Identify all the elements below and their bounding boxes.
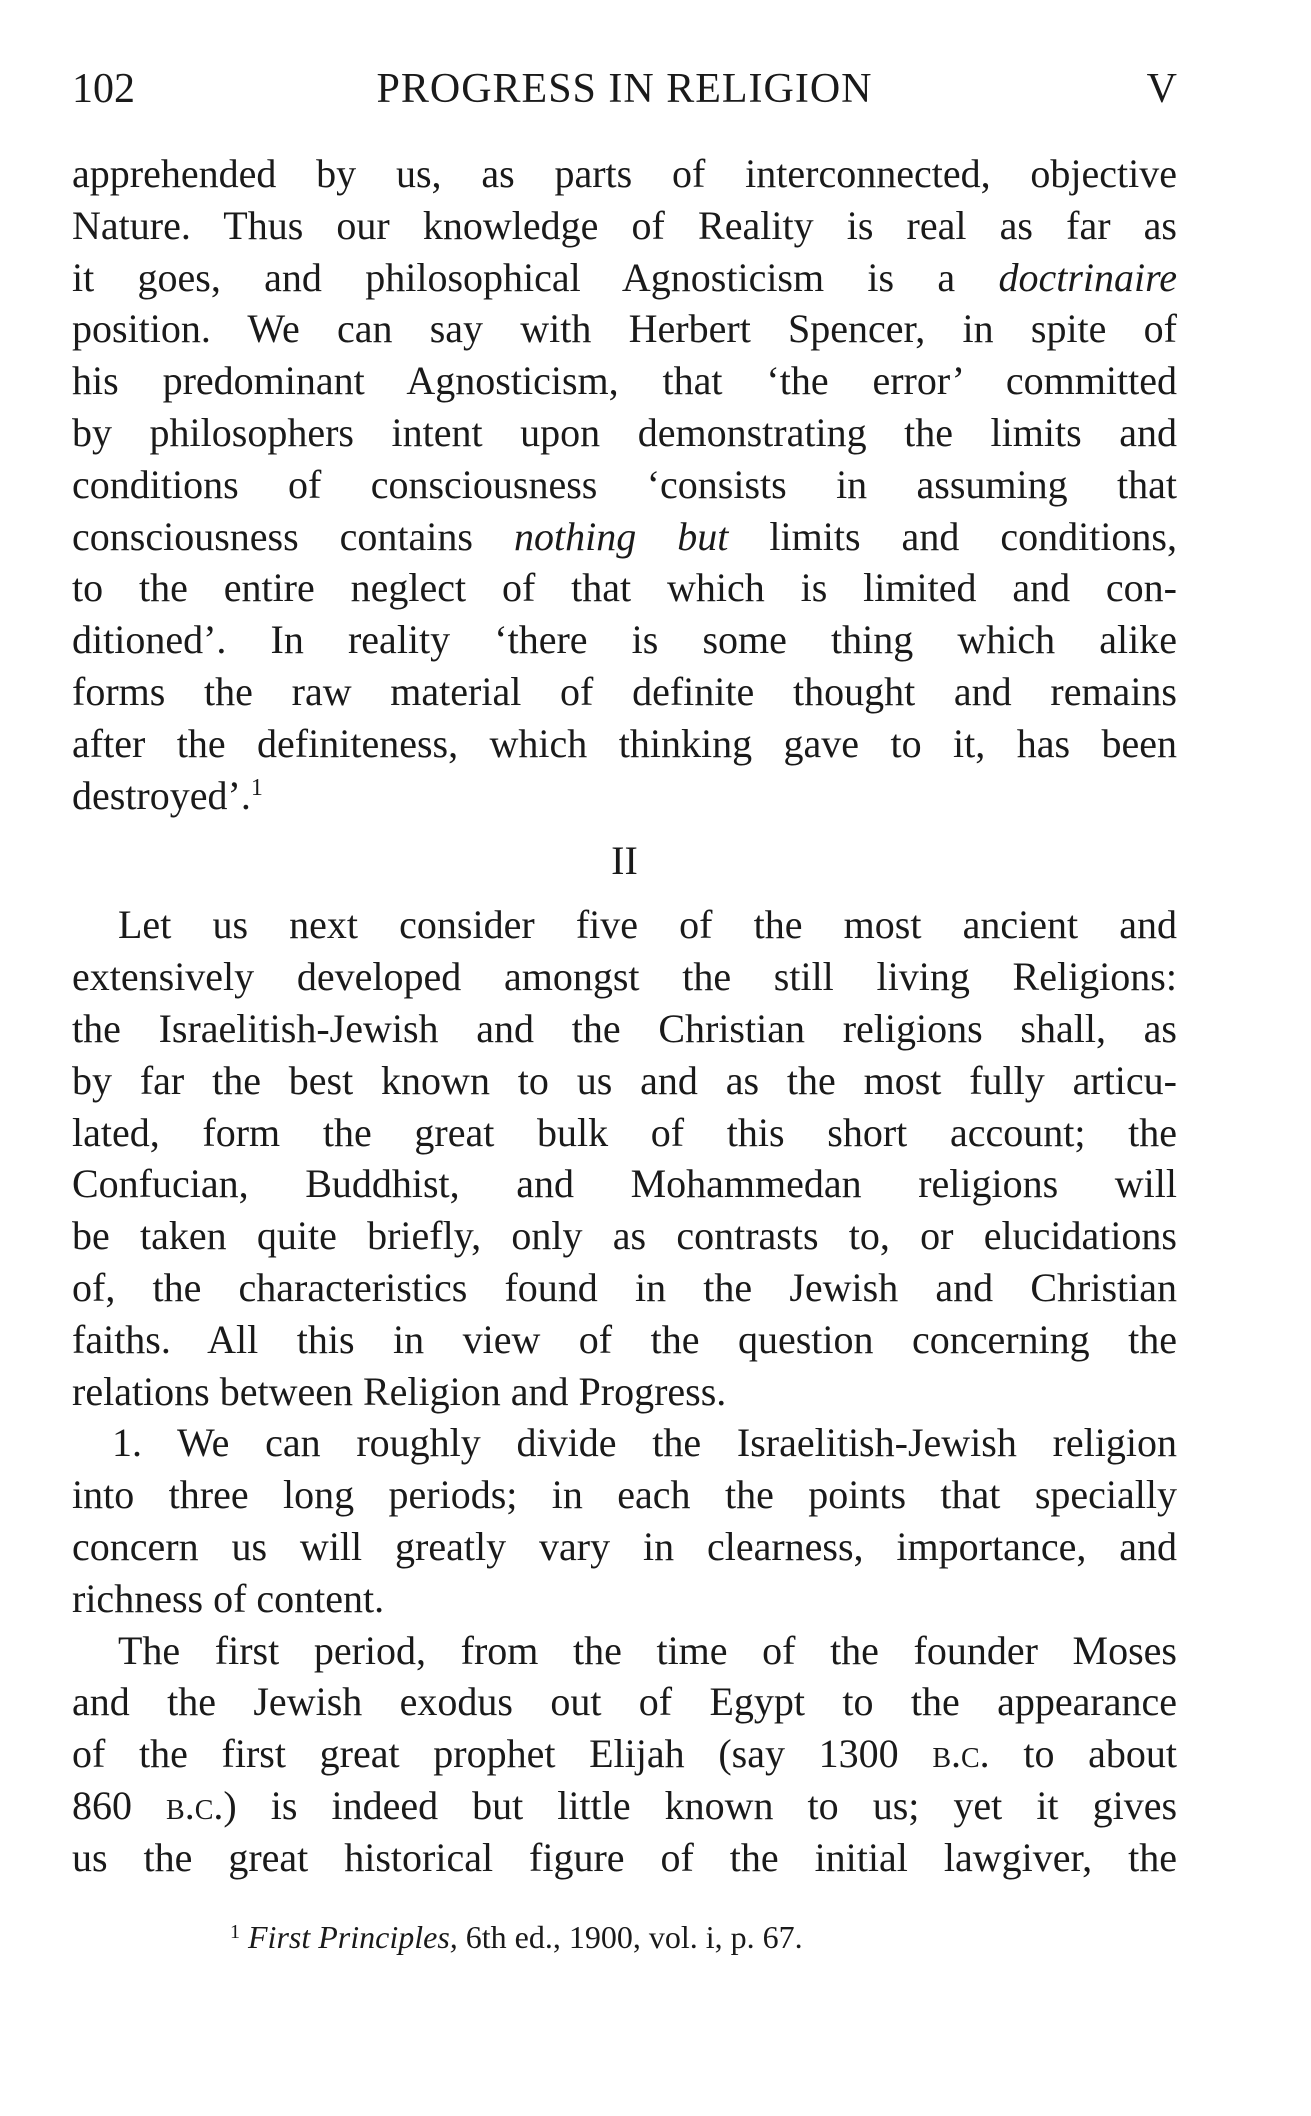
text-line: concern us will greatly vary in clearness, importance, and [72, 1523, 1177, 1569]
text-line: us the great historical figure of the initial lawgiver, the [72, 1834, 1177, 1880]
text-line: forms the raw material of definite thought and remains [72, 668, 1177, 714]
text-line: it goes, and philosophical Agnosticism is a doctrinaire [72, 254, 1177, 300]
text-line: Let us next consider five of the most ancient and [118, 902, 1177, 948]
text-line: Confucian, Buddhist, and Mohammedan religions will [72, 1161, 1177, 1207]
paragraph-spencer [72, 148, 1177, 821]
text-line: Nature. Thus our knowledge of Reality is real as far as [72, 202, 1177, 248]
text-line: lated, form the great bulk of this short account; the [72, 1109, 1177, 1155]
text-line: to the entire neglect of that which is limited and con- [72, 565, 1177, 611]
text-line: ditioned’. In reality ‘there is some thing which alike [72, 617, 1177, 663]
footnote-marker: 1 [250, 774, 263, 801]
text-line: consciousness contains nothing but limits and conditions, [72, 513, 1178, 559]
page-body [72, 148, 1177, 1884]
text-line: the Israelitish-Jewish and the Christian religions shall, as [72, 1005, 1177, 1051]
italic-nothing-but: nothing but [514, 513, 729, 559]
paragraph-first-period [72, 1625, 1177, 1884]
text-line: be taken quite briefly, only as contrasts to, or elucidations [72, 1213, 1177, 1259]
page-number: 102 [72, 66, 135, 112]
italic-doctrinaire: doctrinaire [998, 254, 1177, 300]
text-line: faiths. All this in view of the question concerning the [72, 1316, 1177, 1362]
text-line: relations between Religion and Progress. [72, 1368, 727, 1414]
paragraph-three-periods [72, 1417, 1177, 1624]
running-title: PROGRESS IN RELIGION [376, 66, 873, 112]
text-line: extensively developed amongst the still living Religions: [72, 954, 1177, 1000]
text-line: The first period, from the time of the founder Moses [118, 1627, 1177, 1673]
text-line: after the definiteness, which thinking gave to it, has been [72, 720, 1177, 766]
footnote-title: First Principles, [248, 1919, 458, 1955]
footnote-citation: 6th ed., 1900, vol. i, p. 67. [457, 1919, 803, 1955]
text-line: apprehended by us, as parts of interconnected, objective [72, 151, 1177, 196]
text-line: of, the characteristics found in the Jewish and Christian [72, 1264, 1177, 1310]
chapter-number: V [1146, 66, 1177, 112]
text-line: 860 b.c.) is indeed but little known to us; yet it gives [72, 1782, 1178, 1828]
text-line: richness of content. [72, 1575, 385, 1621]
footnote [230, 1917, 1130, 1957]
text-line: position. We can say with Herbert Spencer, in spite of [72, 306, 1177, 352]
text-line: conditions of consciousness ‘consists in assuming that [72, 461, 1177, 507]
section-heading: II [611, 838, 638, 884]
text-line: of the first great prophet Elijah (say 1300 b.c. to about [72, 1731, 1177, 1777]
text-line: 1. We can roughly divide the Israelitish-Jewish religion [112, 1420, 1177, 1466]
text-line: by philosophers intent upon demonstrating the limits and [72, 409, 1177, 455]
text-line: into three long periods; in each the points that specially [72, 1472, 1177, 1518]
running-header [72, 64, 1177, 114]
paragraph-five-religions [72, 899, 1177, 1417]
footnote-number: 1 [230, 1921, 240, 1943]
text-line: destroyed’.$^1$ [72, 772, 263, 818]
text-line: and the Jewish exodus out of Egypt to the appearance [72, 1679, 1177, 1725]
text-line: by far the best known to us and as the most fully articu- [72, 1057, 1177, 1103]
text-line: his predominant Agnosticism, that ‘the error’ committed [72, 358, 1177, 404]
